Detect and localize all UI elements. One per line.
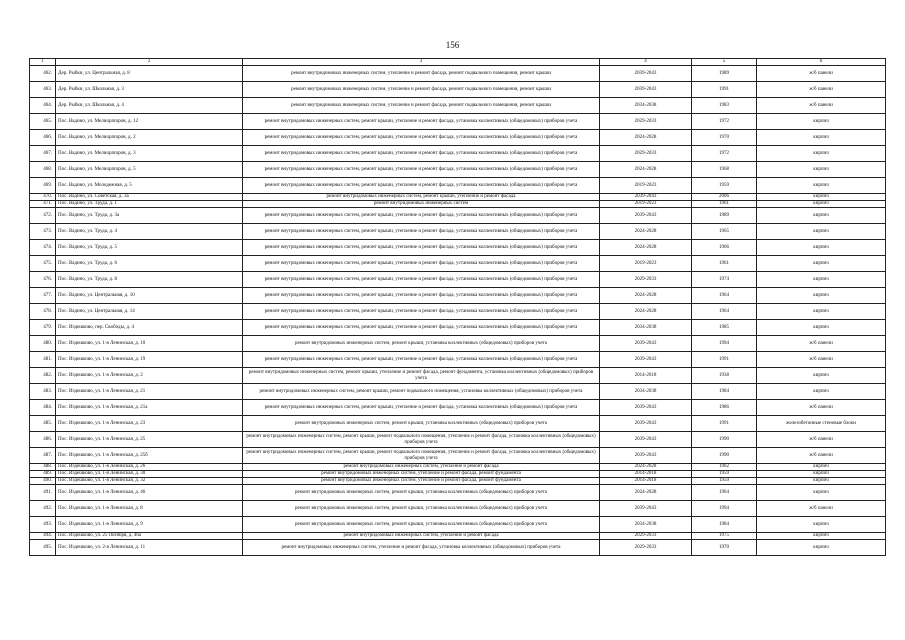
wall-material-cell: кирпич	[757, 194, 886, 201]
work-type-cell: ремонт внутридомовых инженерных систем, ремонт крыши, утепление и ремонт фасада, установка коллективных (общедомовых) приборов учета	[243, 114, 600, 130]
build-year-cell: 1990	[692, 432, 757, 448]
address-cell: Пос. Издешково, ул. 1-я Ленинская, д. 23	[56, 416, 243, 432]
build-year-cell: 1994	[692, 336, 757, 352]
wall-material-cell: кирпич	[757, 114, 886, 130]
wall-material-cell: кирпич	[757, 178, 886, 194]
table-row	[30, 178, 886, 194]
period-cell: 2029-2033	[600, 272, 692, 288]
wall-material-cell: кирпич	[757, 240, 886, 256]
period-cell: 2024-2028	[600, 224, 692, 240]
wall-material-cell: ж/б панели	[757, 352, 886, 368]
table-row	[30, 448, 886, 464]
wall-material-cell: ж/б панели	[757, 432, 886, 448]
wall-material-cell: кирпич	[757, 464, 886, 471]
table-row	[30, 384, 886, 400]
build-year-cell: 1991	[692, 352, 757, 368]
row-number-cell: 487.	[30, 448, 56, 464]
table-row	[30, 130, 886, 146]
address-cell: Пос. Издешково, ул. 1-я Ленинская, д. 46	[56, 485, 243, 501]
address-cell: Пос. Издешково, ул. 1-я Ленинская, д. 21а	[56, 400, 243, 416]
work-type-cell: ремонт внутридомовых инженерных систем, ремонт крыши, утепление и ремонт фасада, установка коллективных (общедомовых) приборов учета	[243, 352, 600, 368]
wall-material-cell: кирпич	[757, 368, 886, 384]
work-type-cell: ремонт внутридомовых инженерных систем, ремонт крыши, ремонт подвального помещения, утепление и ремонт фасада, установка коллективных (общедомовых) приборов учета	[243, 432, 600, 448]
build-year-cell: 1972	[692, 146, 757, 162]
period-cell: 2014-2018	[600, 478, 692, 485]
address-cell: Пос. Вадино, ул. Советская, д. 3а	[56, 194, 243, 201]
wall-material-cell: кирпич	[757, 384, 886, 400]
work-type-cell: ремонт внутридомовых инженерных систем, утепление и ремонт фасада	[243, 464, 600, 471]
table-row	[30, 224, 886, 240]
build-year-cell: 1991	[692, 416, 757, 432]
table-row	[30, 201, 886, 208]
wall-material-cell: кирпич	[757, 304, 886, 320]
row-number-cell: 490.	[30, 478, 56, 485]
table-row	[30, 416, 886, 432]
period-cell: 2034-2038	[600, 98, 692, 114]
column-header-2: 2	[56, 59, 243, 66]
address-cell: Пос. Издешково, ул. 1-я Ленинская, д. 19	[56, 352, 243, 368]
wall-material-cell: железобетонные стеновые блоки	[757, 416, 886, 432]
build-year-cell: 1985	[692, 320, 757, 336]
column-header-1: 1	[30, 59, 56, 66]
row-number-cell: 466.	[30, 130, 56, 146]
row-number-cell: 477.	[30, 288, 56, 304]
build-year-cell: 1966	[692, 240, 757, 256]
period-cell: 2014-2018	[600, 368, 692, 384]
table-row	[30, 98, 886, 114]
wall-material-cell: кирпич	[757, 130, 886, 146]
column-header-4: 4	[600, 59, 692, 66]
table-row	[30, 194, 886, 201]
work-type-cell: ремонт внутридомовых инженерных систем, утепление и ремонт фасада, ремонт подвального помещения, ремонт крыши	[243, 98, 600, 114]
period-cell: 2034-2038	[600, 384, 692, 400]
work-type-cell: ремонт внутридомовых инженерных систем, ремонт крыши, утепление и ремонт фасада, ремонт фундамента, установка коллективных (общедомовых) приборов учета	[243, 368, 600, 384]
build-year-cell: 1984	[692, 384, 757, 400]
address-cell: Пос. Издешково, ул. 1-я Ленинская, д. 8	[56, 501, 243, 517]
table-row	[30, 517, 886, 533]
row-number-cell: 479.	[30, 320, 56, 336]
period-cell: 2039-2043	[600, 194, 692, 201]
address-cell: Пос. Вадино, ул. Мелиораторов, д. 2	[56, 130, 243, 146]
table-row	[30, 256, 886, 272]
wall-material-cell: кирпич	[757, 471, 886, 478]
address-cell: Пос. Издешково, ул. 1-я Ленинская, д. 9	[56, 517, 243, 533]
wall-material-cell: ж/б панели	[757, 336, 886, 352]
row-number-cell: 478.	[30, 304, 56, 320]
period-cell: 2029-2033	[600, 146, 692, 162]
address-cell: Пос. Вадино, ул. Труда, д. 6	[56, 256, 243, 272]
work-type-cell: ремонт внутридомовых инженерных систем, ремонт крыши, утепление и ремонт фасада, установка коллективных (общедомовых) приборов учета	[243, 178, 600, 194]
wall-material-cell: кирпич	[757, 208, 886, 224]
build-year-cell: 1975	[692, 533, 757, 540]
address-cell: Пос. Издешково, пер. Свободы, д. 4	[56, 320, 243, 336]
build-year-cell: 1964	[692, 485, 757, 501]
wall-material-cell: ж/б панели	[757, 66, 886, 82]
row-number-cell: 463.	[30, 82, 56, 98]
build-year-cell: 1959	[692, 478, 757, 485]
table-row	[30, 485, 886, 501]
address-cell: Пос. Издешково, ул. 1-я Ленинская, д. 25	[56, 432, 243, 448]
wall-material-cell: кирпич	[757, 485, 886, 501]
table-row	[30, 114, 886, 130]
address-cell: Пос. Вадино, ул. Труда, д. 8	[56, 272, 243, 288]
table-row	[30, 66, 886, 82]
row-number-cell: 467.	[30, 146, 56, 162]
address-cell: Пос. Издешково, ул. 1-я Ленинская, д. 25б	[56, 448, 243, 464]
table-row	[30, 533, 886, 540]
period-cell: 2039-2043	[600, 82, 692, 98]
period-cell: 2019-2023	[600, 201, 692, 208]
work-type-cell: ремонт внутридомовых инженерных систем, ремонт крыши, утепление и ремонт фасада	[243, 194, 600, 201]
build-year-cell: 1974	[692, 272, 757, 288]
address-cell: Пос. Вадино, ул. Труда, д. 5	[56, 240, 243, 256]
build-year-cell: 1938	[692, 368, 757, 384]
build-year-cell: 1990	[692, 448, 757, 464]
build-year-cell: 1970	[692, 130, 757, 146]
work-type-cell: ремонт внутридомовых инженерных систем, ремонт крыши, установка коллективных (общедомовых) приборов учета	[243, 336, 600, 352]
work-type-cell: ремонт внутридомовых инженерных систем, ремонт крыши, утепление и ремонт фасада, установка коллективных (общедомовых) приборов учета	[243, 272, 600, 288]
row-number-cell: 492.	[30, 501, 56, 517]
header-row	[30, 59, 886, 66]
work-type-cell: ремонт внутридомовых инженерных систем, ремонт крыши, утепление и ремонт фасада, установка коллективных (общедомовых) приборов учета	[243, 208, 600, 224]
work-type-cell: ремонт внутридомовых инженерных систем	[243, 201, 600, 208]
address-cell: Пос. Вадино, ул. Мелиораторов, д. 12	[56, 114, 243, 130]
work-type-cell: ремонт внутридомовых инженерных систем, ремонт крыши, утепление и ремонт фасада, установка коллективных (общедомовых) приборов учета	[243, 146, 600, 162]
work-type-cell: ремонт внутридомовых инженерных систем, утепление и ремонт фасада	[243, 533, 600, 540]
column-header-5: 5	[692, 59, 757, 66]
address-cell: Пос. Вадино, ул. Центральная, д. 14	[56, 304, 243, 320]
build-year-cell: 1970	[692, 540, 757, 556]
row-number-cell: 468.	[30, 162, 56, 178]
work-type-cell: ремонт внутридомовых инженерных систем, утепление и ремонт фасада, ремонт фундамента	[243, 478, 600, 485]
table-row	[30, 368, 886, 384]
wall-material-cell: ж/б панели	[757, 82, 886, 98]
period-cell: 2039-2043	[600, 400, 692, 416]
address-cell: Дер. Рыбки, ул. Школьная, д. 4	[56, 98, 243, 114]
wall-material-cell: кирпич	[757, 224, 886, 240]
period-cell: 2039-2043	[600, 336, 692, 352]
row-number-cell: 482.	[30, 368, 56, 384]
row-number-cell: 470.	[30, 194, 56, 201]
build-year-cell: 1972	[692, 114, 757, 130]
period-cell: 2039-2043	[600, 66, 692, 82]
address-cell: Пос. Издешково, ул. 2-я Ленинская, д. 11	[56, 540, 243, 556]
table-row	[30, 288, 886, 304]
work-type-cell: ремонт внутридомовых инженерных систем, ремонт крыши, утепление и ремонт фасада, установка коллективных (общедомовых) приборов учета	[243, 162, 600, 178]
work-type-cell: ремонт внутридомовых инженерных систем, ремонт крыши, утепление и ремонт фасада, установка коллективных (общедомовых) приборов учета	[243, 320, 600, 336]
row-number-cell: 489.	[30, 471, 56, 478]
row-number-cell: 481.	[30, 352, 56, 368]
table-body	[30, 66, 886, 556]
row-number-cell: 485.	[30, 416, 56, 432]
address-cell: Пос. Вадино, ул. Труда, д. 3а	[56, 208, 243, 224]
build-year-cell: 1965	[692, 224, 757, 240]
row-number-cell: 469.	[30, 178, 56, 194]
address-cell: Пос. Вадино, ул. Мелиораторов, д. 3	[56, 146, 243, 162]
column-header-6: 6	[757, 59, 886, 66]
wall-material-cell: ж/б панели	[757, 400, 886, 416]
row-number-cell: 462.	[30, 66, 56, 82]
period-cell: 2024-2028	[600, 130, 692, 146]
table-row	[30, 464, 886, 471]
wall-material-cell: кирпич	[757, 533, 886, 540]
work-type-cell: ремонт внутридомовых инженерных систем, ремонт крыши, утепление и ремонт фасада, установка коллективных (общедомовых) приборов учета	[243, 240, 600, 256]
work-type-cell: ремонт внутридомовых инженерных систем, ремонт крыши, установка коллективных (общедомовых) приборов учета	[243, 517, 600, 533]
period-cell: 2034-2038	[600, 517, 692, 533]
work-type-cell: ремонт внутридомовых инженерных систем, утепление и ремонт фасада, ремонт фундамента	[243, 471, 600, 478]
period-cell: 2029-2033	[600, 114, 692, 130]
table-row	[30, 146, 886, 162]
period-cell: 2019-2023	[600, 178, 692, 194]
work-type-cell: ремонт внутридомовых инженерных систем, ремонт крыши, утепление и ремонт фасада, установка коллективных (общедомовых) приборов учета	[243, 400, 600, 416]
table-row	[30, 336, 886, 352]
work-type-cell: ремонт внутридомовых инженерных систем, ремонт крыши, утепление и ремонт фасада, установка коллективных (общедомовых) приборов учета	[243, 256, 600, 272]
address-cell: Пос. Издешково, ул. 1-я Ленинская, д. 32	[56, 478, 243, 485]
wall-material-cell: кирпич	[757, 256, 886, 272]
work-type-cell: ремонт внутридомовых инженерных систем, утепление и ремонт фасада, ремонт подвального помещения, ремонт крыши	[243, 82, 600, 98]
table-row	[30, 471, 886, 478]
table-row	[30, 208, 886, 224]
row-number-cell: 473.	[30, 224, 56, 240]
period-cell: 2039-2043	[600, 352, 692, 368]
period-cell: 2039-2043	[600, 208, 692, 224]
address-cell: Пос. Издешково, ул. 1-я Ленинская, д. 10	[56, 336, 243, 352]
row-number-cell: 476.	[30, 272, 56, 288]
row-number-cell: 480.	[30, 336, 56, 352]
build-year-cell: 1983	[692, 98, 757, 114]
table-row	[30, 162, 886, 178]
wall-material-cell: кирпич	[757, 201, 886, 208]
table-row	[30, 82, 886, 98]
build-year-cell: 1989	[692, 66, 757, 82]
row-number-cell: 465.	[30, 114, 56, 130]
wall-material-cell: кирпич	[757, 288, 886, 304]
work-type-cell: ремонт внутридомовых инженерных систем, ремонт крыши, установка коллективных (общедомовых) приборов учета	[243, 416, 600, 432]
address-cell: Пос. Издешково, ул. 1-я Ленинская, д. 30	[56, 471, 243, 478]
address-cell: Пос. Вадино, ул. Труда, д. 1	[56, 201, 243, 208]
period-cell: 2029-2033	[600, 533, 692, 540]
table-row	[30, 501, 886, 517]
wall-material-cell: кирпич	[757, 320, 886, 336]
period-cell: 2024-2028	[600, 162, 692, 178]
table-row	[30, 272, 886, 288]
address-cell: Пос. Вадино, ул. Центральная, д. 10	[56, 288, 243, 304]
period-cell: 2024-2028	[600, 240, 692, 256]
address-cell: Пос. Издешково, ул. 25 Октября, д. 46а	[56, 533, 243, 540]
build-year-cell: 1986	[692, 400, 757, 416]
period-cell: 2024-2028	[600, 288, 692, 304]
row-number-cell: 493.	[30, 517, 56, 533]
work-type-cell: ремонт внутридомовых инженерных систем, утепление и ремонт фасада, установка коллективных (общедомовых) приборов учета	[243, 540, 600, 556]
work-type-cell: ремонт внутридомовых инженерных систем, ремонт крыши, утепление и ремонт фасада, установка коллективных (общедомовых) приборов учета	[243, 304, 600, 320]
period-cell: 2039-2043	[600, 432, 692, 448]
row-number-cell: 475.	[30, 256, 56, 272]
work-type-cell: ремонт внутридомовых инженерных систем, ремонт крыши, утепление и ремонт фасада, установка коллективных (общедомовых) приборов учета	[243, 224, 600, 240]
period-cell: 2039-2043	[600, 501, 692, 517]
row-number-cell: 495.	[30, 540, 56, 556]
build-year-cell: 1968	[692, 162, 757, 178]
address-cell: Пос. Вадино, ул. Труда, д. 4	[56, 224, 243, 240]
address-cell: Пос. Издешково, ул. 1-я Ленинская, д. 21	[56, 384, 243, 400]
period-cell: 2024-2028	[600, 464, 692, 471]
wall-material-cell: ж/б панели	[757, 448, 886, 464]
table-row	[30, 400, 886, 416]
repair-schedule-table	[29, 58, 886, 556]
row-number-cell: 464.	[30, 98, 56, 114]
work-type-cell: ремонт внутридомовых инженерных систем, ремонт крыши, ремонт подвального помещения, утепление и ремонт фасада, установка коллективных (общедомовых) приборов учета	[243, 448, 600, 464]
build-year-cell: 1989	[692, 208, 757, 224]
table-row	[30, 352, 886, 368]
table-row	[30, 304, 886, 320]
build-year-cell: 1959	[692, 471, 757, 478]
row-number-cell: 483.	[30, 384, 56, 400]
period-cell: 2024-2028	[600, 485, 692, 501]
row-number-cell: 472.	[30, 208, 56, 224]
period-cell: 2019-2023	[600, 256, 692, 272]
wall-material-cell: ж/б панели	[757, 98, 886, 114]
period-cell: 2014-2018	[600, 471, 692, 478]
row-number-cell: 491.	[30, 485, 56, 501]
build-year-cell: 1962	[692, 464, 757, 471]
period-cell: 2024-2028	[600, 304, 692, 320]
build-year-cell: 1964	[692, 288, 757, 304]
build-year-cell: 1961	[692, 201, 757, 208]
page-number: 156	[445, 40, 460, 50]
build-year-cell: 1961	[692, 256, 757, 272]
table-row	[30, 540, 886, 556]
work-type-cell: ремонт внутридомовых инженерных систем, ремонт крыши, установка коллективных (общедомовых) приборов учета	[243, 501, 600, 517]
build-year-cell: 1991	[692, 82, 757, 98]
period-cell: 2039-2043	[600, 448, 692, 464]
table-header	[30, 59, 886, 66]
row-number-cell: 474.	[30, 240, 56, 256]
period-cell: 2029-2033	[600, 540, 692, 556]
wall-material-cell: кирпич	[757, 272, 886, 288]
build-year-cell: 1964	[692, 304, 757, 320]
wall-material-cell: ж/б панели	[757, 501, 886, 517]
address-cell: Пос. Вадино, ул. Молодежная, д. 5	[56, 178, 243, 194]
table-row	[30, 240, 886, 256]
repair-schedule-table-wrapper	[29, 58, 885, 556]
row-number-cell: 471.	[30, 201, 56, 208]
build-year-cell: 1959	[692, 178, 757, 194]
wall-material-cell: кирпич	[757, 517, 886, 533]
wall-material-cell: кирпич	[757, 478, 886, 485]
address-cell: Пос. Издешково, ул. 1-я Ленинская, д. 2	[56, 368, 243, 384]
row-number-cell: 494.	[30, 533, 56, 540]
wall-material-cell: кирпич	[757, 540, 886, 556]
work-type-cell: ремонт внутридомовых инженерных систем, ремонт крыши, утепление и ремонт фасада, установка коллективных (общедомовых) приборов учета	[243, 288, 600, 304]
work-type-cell: ремонт внутридомовых инженерных систем, ремонт крыши, ремонт подвального помещения, установка коллективных (общедомовых) приборов учета	[243, 384, 600, 400]
work-type-cell: ремонт внутридомовых инженерных систем, ремонт крыши, установка коллективных (общедомовых) приборов учета	[243, 485, 600, 501]
table-row	[30, 432, 886, 448]
work-type-cell: ремонт внутридомовых инженерных систем, ремонт крыши, утепление и ремонт фасада, установка коллективных (общедомовых) приборов учета	[243, 130, 600, 146]
table-row	[30, 320, 886, 336]
address-cell: Пос. Издешково, ул. 1-я Ленинская, д. 26	[56, 464, 243, 471]
build-year-cell: 1984	[692, 517, 757, 533]
period-cell: 2034-2038	[600, 320, 692, 336]
build-year-cell: 1994	[692, 501, 757, 517]
address-cell: Пос. Вадино, ул. Мелиораторов, д. 5	[56, 162, 243, 178]
row-number-cell: 486.	[30, 432, 56, 448]
build-year-cell: 2006	[692, 194, 757, 201]
work-type-cell: ремонт внутридомовых инженерных систем, утепление и ремонт фасада, ремонт подвального помещения, ремонт крыши	[243, 66, 600, 82]
address-cell: Дер. Рыбки, ул. Центральная, д. 8	[56, 66, 243, 82]
column-header-3: 3	[243, 59, 600, 66]
period-cell: 2039-2043	[600, 416, 692, 432]
address-cell: Дер. Рыбки, ул. Школьная, д. 3	[56, 82, 243, 98]
row-number-cell: 488.	[30, 464, 56, 471]
table-row	[30, 478, 886, 485]
row-number-cell: 484.	[30, 400, 56, 416]
wall-material-cell: кирпич	[757, 146, 886, 162]
wall-material-cell: кирпич	[757, 162, 886, 178]
